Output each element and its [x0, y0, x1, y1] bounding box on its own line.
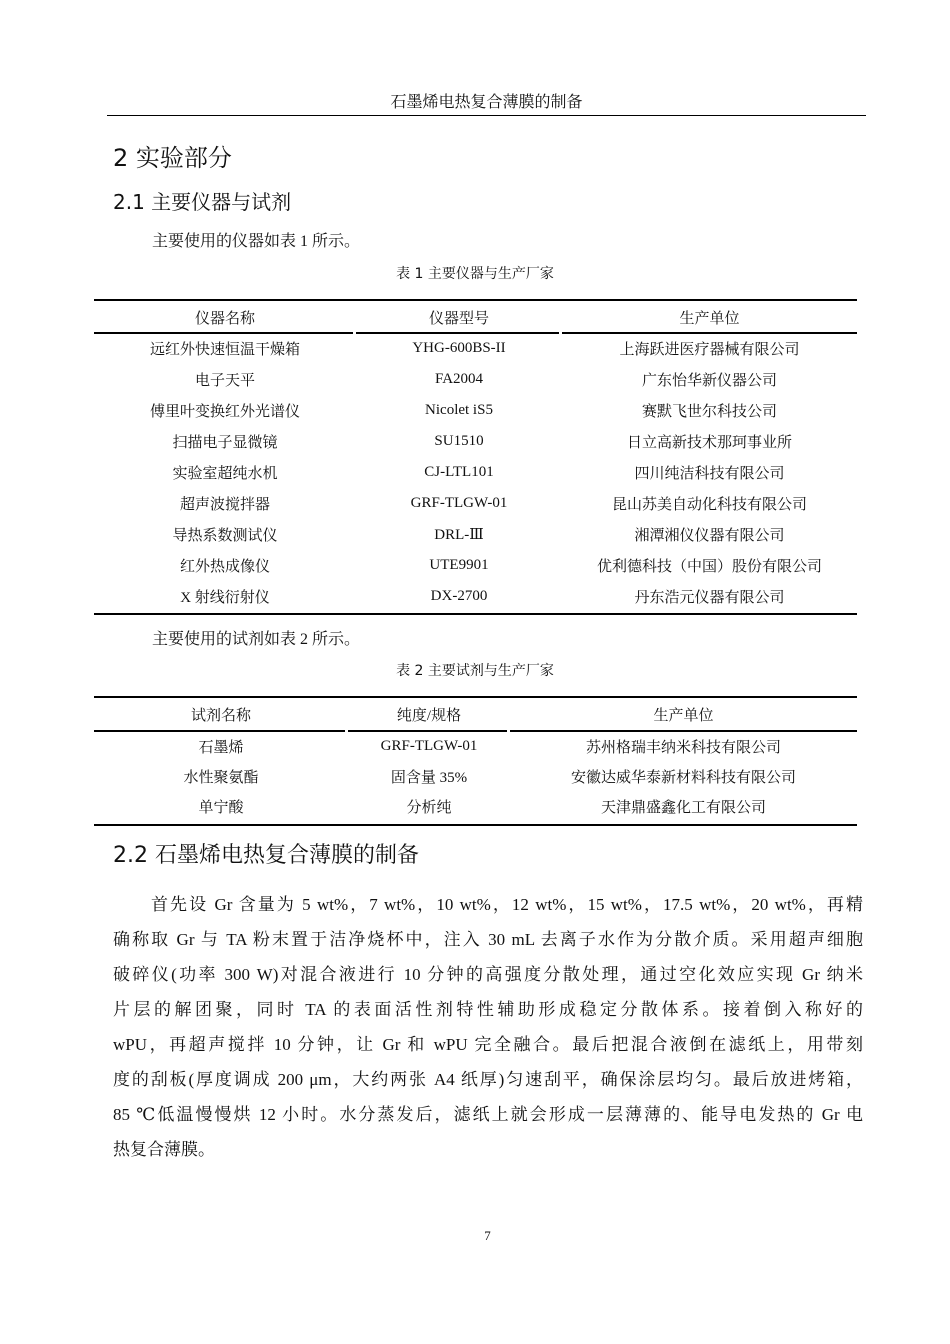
table-cell: UTE9901 — [429, 557, 489, 573]
table-cell: 超声波搅拌器 — [179, 497, 270, 513]
page-number: 7 — [484, 1228, 491, 1243]
table-cell: GRF-TLGW-01 — [410, 495, 508, 511]
table-row — [94, 426, 857, 457]
column-header: 试剂名称 — [190, 707, 251, 724]
paragraph-line: 确称取 Gr 与 TA 粉末置于洁净烧杯中，注入 30 mL 去离子水作为分散介质。采用超声细胞 — [113, 930, 863, 949]
table2-top-rule — [94, 696, 857, 698]
table-cell: 傅里叶变换红外光谱仪 — [149, 404, 300, 420]
table-cell: 单宁酸 — [198, 799, 244, 816]
table-cell: 上海跃进医疗器械有限公司 — [619, 342, 800, 358]
table-cell: 优利德科技（中国）股份有限公司 — [596, 559, 822, 575]
table-cell: 电子天平 — [194, 373, 255, 389]
instruments-intro: 主要使用的仪器如表 1 所示。 — [152, 233, 361, 250]
header-rule — [107, 115, 866, 116]
table-row — [94, 731, 857, 761]
table-header-row — [94, 302, 857, 332]
table-cell: 扫描电子显微镜 — [172, 435, 278, 451]
preparation-paragraph — [113, 887, 863, 1167]
table-cell: 天津鼎盛鑫化工有限公司 — [600, 799, 766, 816]
reagents-table — [94, 699, 857, 729]
table-row — [94, 791, 857, 821]
table2-caption: 表 2 主要试剂与生产厂家 — [396, 663, 554, 679]
table-row — [94, 550, 857, 581]
table-cell: 苏州格瑞丰纳米科技有限公司 — [585, 739, 781, 756]
paragraph-line: 片层的解团聚，同时 TA 的表面活性剂特性辅助形成稳定分散体系。接着倒入称好的 — [113, 1000, 863, 1019]
table-cell: X 射线衍射仪 — [180, 590, 270, 606]
table1-bottom-rule — [94, 613, 857, 615]
table-cell: 湘潭湘仪仪器有限公司 — [634, 528, 785, 544]
table-row — [94, 333, 857, 364]
table-cell: 日立高新技术那珂事业所 — [626, 435, 792, 451]
table-row — [94, 488, 857, 519]
table-cell: 赛默飞世尔科技公司 — [641, 404, 777, 420]
reagents-table-body — [94, 731, 857, 821]
paragraph-line: 首先设 Gr 含量为 5 wt%，7 wt%，10 wt%，12 wt%，15 wt%，17.5 wt%，20 wt%，再精 — [151, 895, 863, 914]
table-cell: 红外热成像仪 — [179, 559, 270, 575]
table-cell: 水性聚氨酯 — [183, 769, 259, 786]
reagents-intro: 主要使用的试剂如表 2 所示。 — [152, 631, 361, 648]
table-cell: CJ-LTL101 — [424, 464, 494, 480]
column-header: 生产单位 — [679, 310, 740, 327]
subsection-heading-2-1: 2.1 主要仪器与试剂 — [113, 190, 292, 214]
running-header: 石墨烯电热复合薄膜的制备 — [390, 94, 583, 111]
table-cell: DRL-Ⅲ — [434, 527, 484, 543]
column-header: 仪器型号 — [428, 310, 489, 327]
table2-bottom-rule — [94, 824, 857, 826]
paragraph-line: 热复合薄膜。 — [113, 1140, 215, 1159]
table-cell: FA2004 — [434, 371, 484, 387]
table-cell: 实验室超纯水机 — [172, 466, 278, 482]
paragraph-line: 度的刮板(厚度调成 200 μm，大约两张 A4 纸厚)匀速刮平，确保涂层均匀。最后放进烤箱， — [113, 1070, 863, 1089]
table-row — [94, 761, 857, 791]
table-row — [94, 395, 857, 426]
table-cell: 分析纯 — [406, 799, 452, 816]
paragraph-line: 破碎仪(功率 300 W)对混合液进行 10 分钟的高强度分散处理，通过空化效应实现 Gr 纳米 — [113, 965, 863, 984]
paragraph-line: 85 ℃低温慢慢烘 12 小时。水分蒸发后，滤纸上就会形成一层薄薄的、能导电发热的 Gr 电 — [113, 1105, 863, 1124]
table-row — [94, 581, 857, 612]
table-cell: 昆山苏美自动化科技有限公司 — [611, 497, 807, 513]
table-cell: 导热系数测试仪 — [172, 528, 278, 544]
table-cell: 四川纯洁科技有限公司 — [634, 466, 785, 482]
table-cell: 远红外快速恒温干燥箱 — [149, 342, 300, 358]
table-row — [94, 519, 857, 550]
table-cell: 安徽达威华泰新材料科技有限公司 — [570, 769, 796, 786]
table-cell: GRF-TLGW-01 — [380, 737, 478, 754]
table-cell: 石墨烯 — [198, 739, 244, 756]
table-cell: DX-2700 — [430, 588, 488, 604]
table-row — [94, 364, 857, 395]
column-header: 仪器名称 — [194, 310, 255, 327]
paragraph-line: wPU，再超声搅拌 10 分钟，让 Gr 和 wPU 完全融合。最后把混合液倒在滤纸上，用带刻 — [113, 1035, 863, 1054]
table-cell: 丹东浩元仪器有限公司 — [634, 590, 785, 606]
section-heading: 2 实验部分 — [113, 144, 232, 172]
table-cell: YHG-600BS-II — [412, 340, 506, 356]
table-cell: Nicolet iS5 — [425, 402, 493, 418]
subsection-heading-2-2: 2.2 石墨烯电热复合薄膜的制备 — [113, 843, 419, 868]
table-cell: SU1510 — [434, 433, 484, 449]
table-header-row — [94, 699, 857, 729]
table-row — [94, 457, 857, 488]
column-header: 纯度/规格 — [396, 707, 462, 724]
table-cell: 广东怡华新仪器公司 — [641, 373, 777, 389]
column-header: 生产单位 — [653, 707, 714, 724]
table1-top-rule — [94, 299, 857, 301]
table1-caption: 表 1 主要仪器与生产厂家 — [396, 266, 554, 282]
instruments-table-body — [94, 333, 857, 612]
table-cell: 固含量 35% — [390, 769, 468, 786]
